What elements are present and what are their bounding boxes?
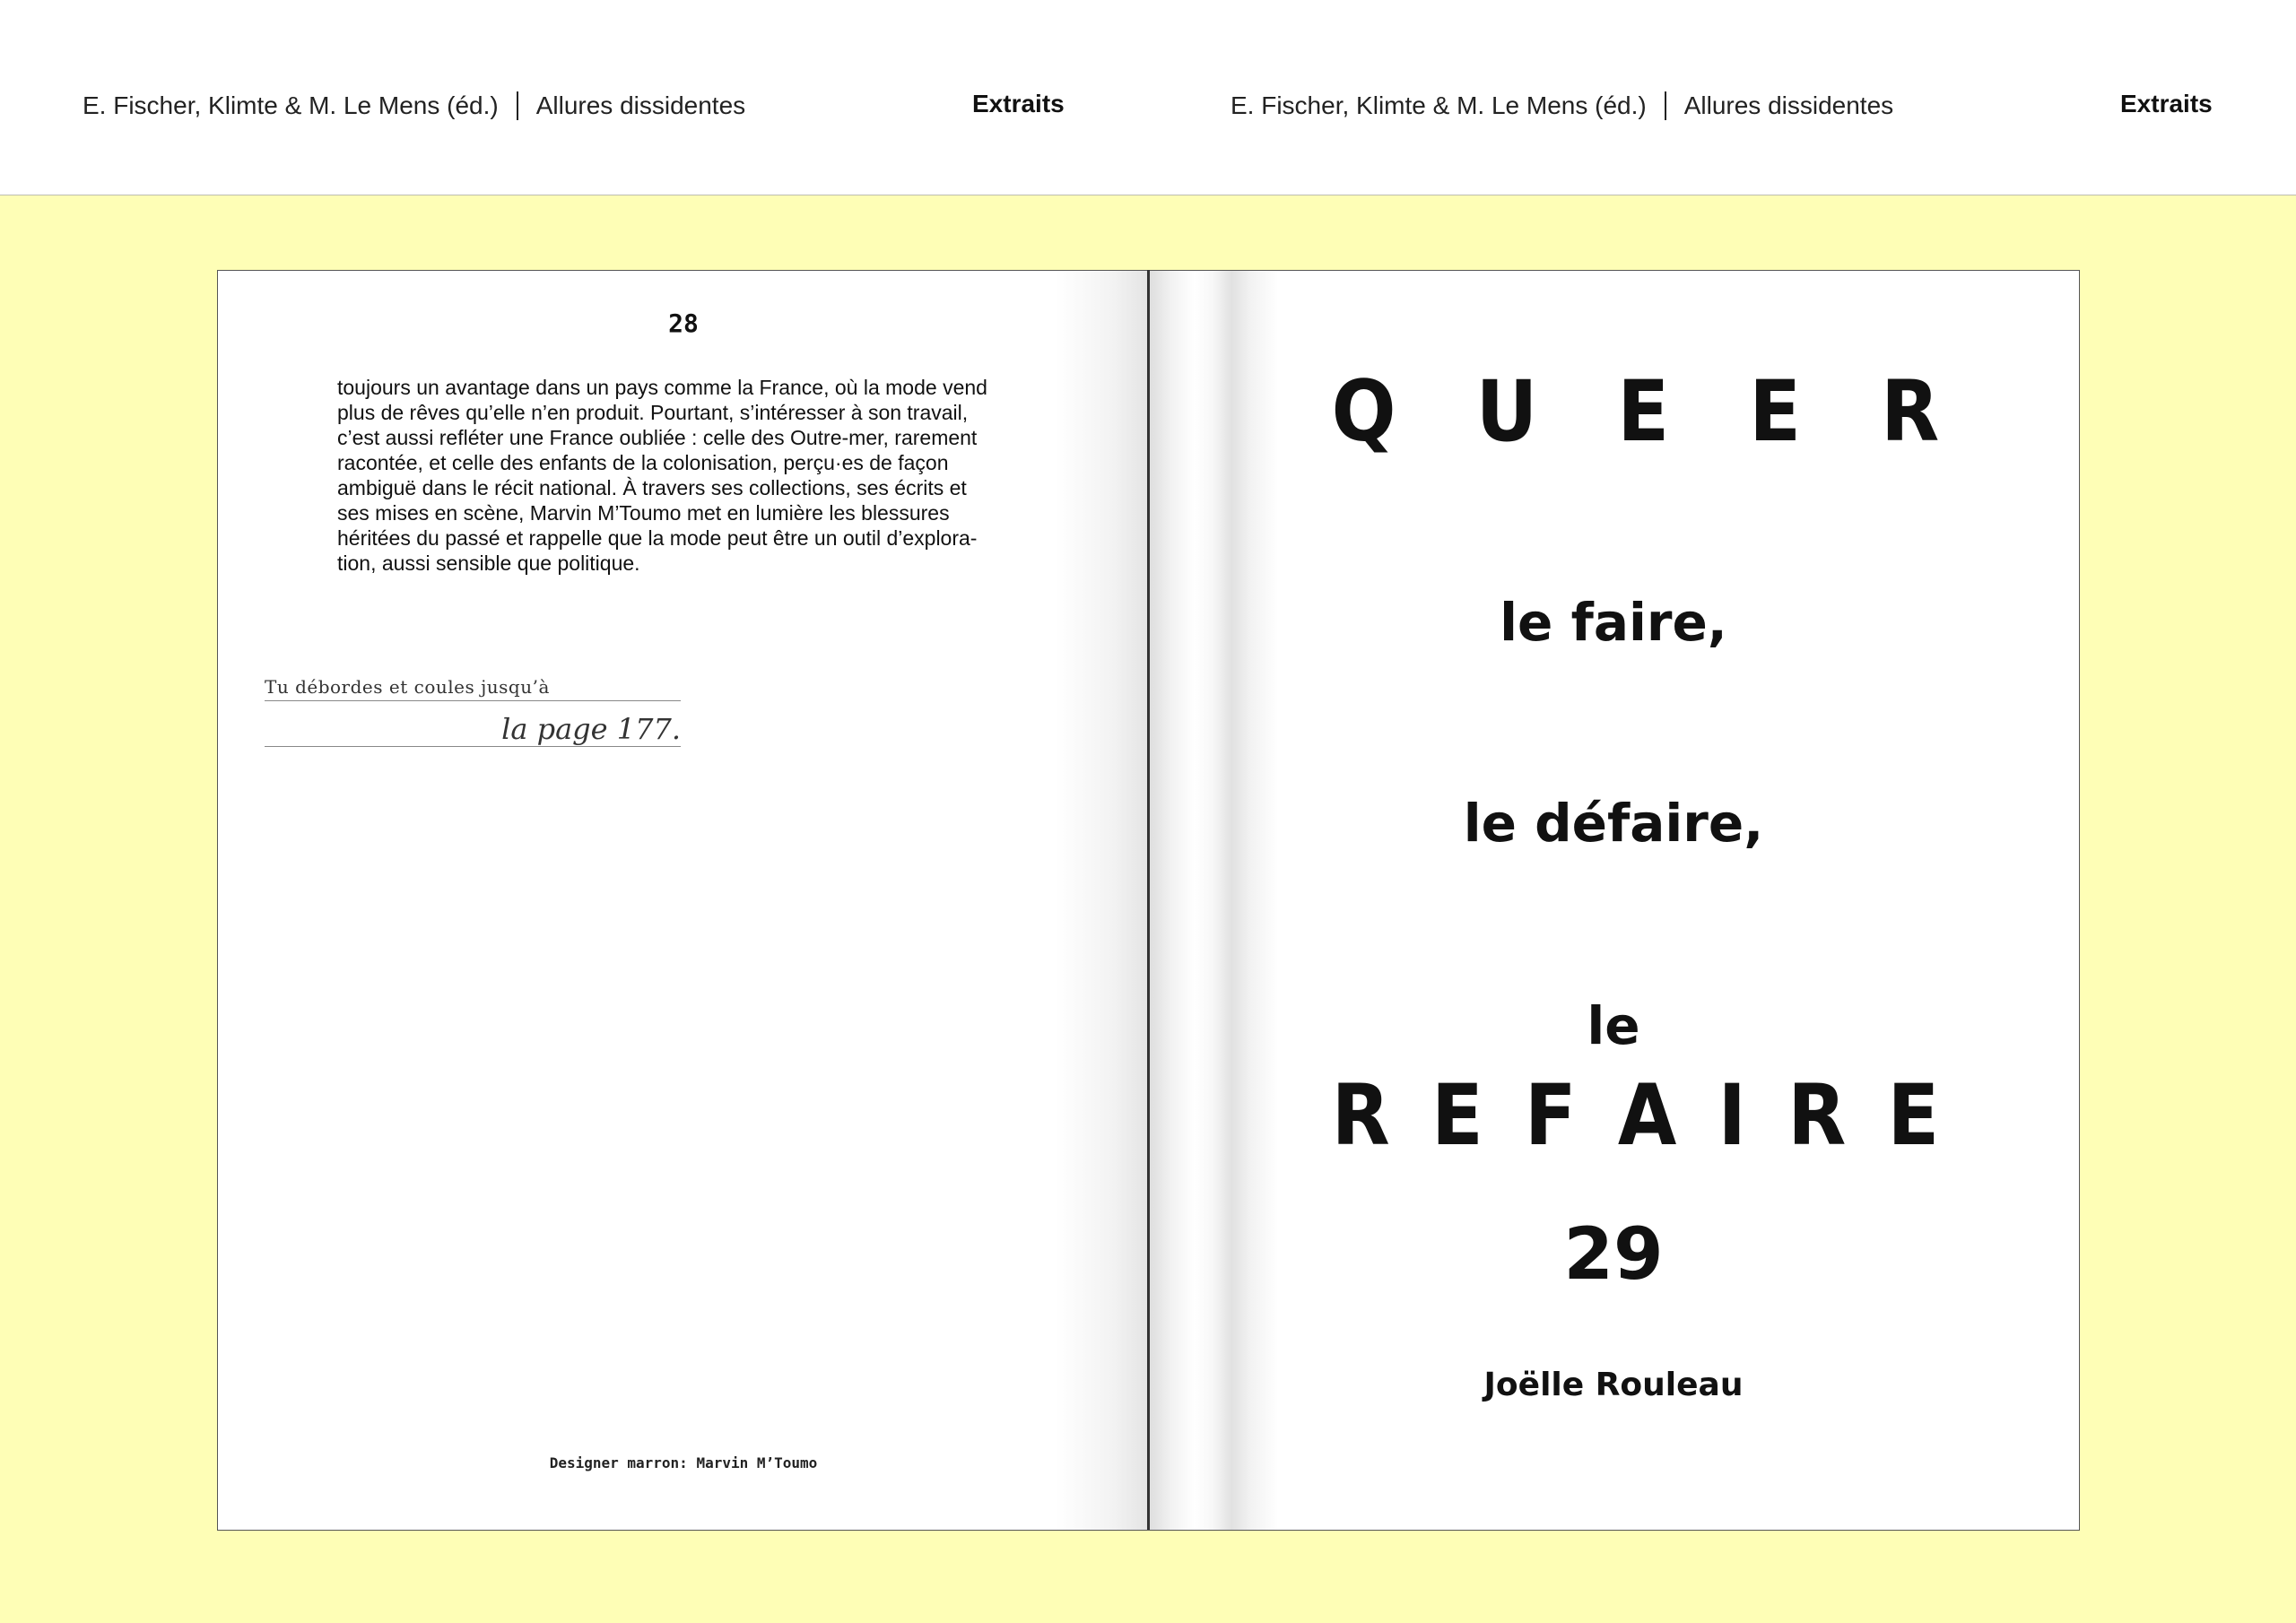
letter: A [1617, 1067, 1677, 1165]
letter: Q [1331, 363, 1396, 461]
body-line: ambiguë dans le récit national. À travers ses collections, ses écrits et [337, 476, 967, 499]
author-name: Joëlle Rouleau [1483, 1367, 1744, 1403]
letter: E [1887, 1067, 1940, 1165]
header-right-credits [1231, 90, 1893, 122]
header-left-authors: E. Fischer, Klimte & M. Le Mens (éd.) [83, 91, 499, 119]
word-queer [1332, 363, 1940, 461]
header-right-section-link[interactable]: Extraits [2120, 90, 2213, 117]
note-handwritten-line: la page 177. [265, 712, 681, 747]
line-le-defaire: le défaire, [1463, 793, 1764, 854]
letter: U [1475, 363, 1538, 461]
note-typed-line: Tu débordes et coules jusqu’à [265, 676, 681, 701]
body-line: toujours un avantage dans un pays comme la France, où la mode vend [337, 376, 987, 399]
line-le-faire: le faire, [1500, 592, 1727, 653]
letter: I [1718, 1067, 1747, 1165]
book-spine [1147, 270, 1150, 1530]
letter: E [1617, 363, 1670, 461]
letter: R [1787, 1067, 1847, 1165]
left-page-number: 28 [668, 308, 699, 338]
header-left-credits [83, 90, 745, 122]
body-line: ses mises en scène, Marvin M’Toumo met en lumière les blessures [337, 501, 950, 525]
header-right-separator [1665, 91, 1666, 120]
body-line: tion, aussi sensible que politique. [337, 551, 640, 575]
header-left-section-link[interactable]: Extraits [972, 90, 1065, 117]
body-line: héritées du passé et rappelle que la mode peut être un outil d’explora- [337, 526, 978, 550]
letter: R [1331, 1067, 1390, 1165]
body-line: plus de rêves qu’elle n’en produit. Pourtant, s’intéresser à son travail, [337, 401, 969, 424]
site-header [0, 0, 2296, 195]
body-line: racontée, et celle des enfants de la colonisation, perçu·es de façon [337, 451, 949, 474]
letter: E [1431, 1067, 1483, 1165]
designer-credit: Designer marron: Marvin M’Toumo [549, 1454, 818, 1471]
word-refaire [1332, 1067, 1940, 1165]
right-page-number: 29 [1563, 1212, 1664, 1296]
line-le: le [1587, 995, 1640, 1056]
header-right-title: Allures dissidentes [1683, 91, 1894, 119]
left-page-body [337, 375, 1046, 576]
header-right-authors: E. Fischer, Klimte & M. Le Mens (éd.) [1231, 91, 1647, 119]
header-left-separator [517, 91, 518, 120]
body-line: c’est aussi refléter une France oubliée : celle des Outre-mer, rarement [337, 426, 978, 449]
margin-note [265, 676, 681, 747]
header-left-title: Allures dissidentes [535, 91, 746, 119]
letter: R [1881, 363, 1940, 461]
letter: E [1749, 363, 1802, 461]
left-page [217, 270, 1149, 1531]
letter: F [1524, 1067, 1577, 1165]
